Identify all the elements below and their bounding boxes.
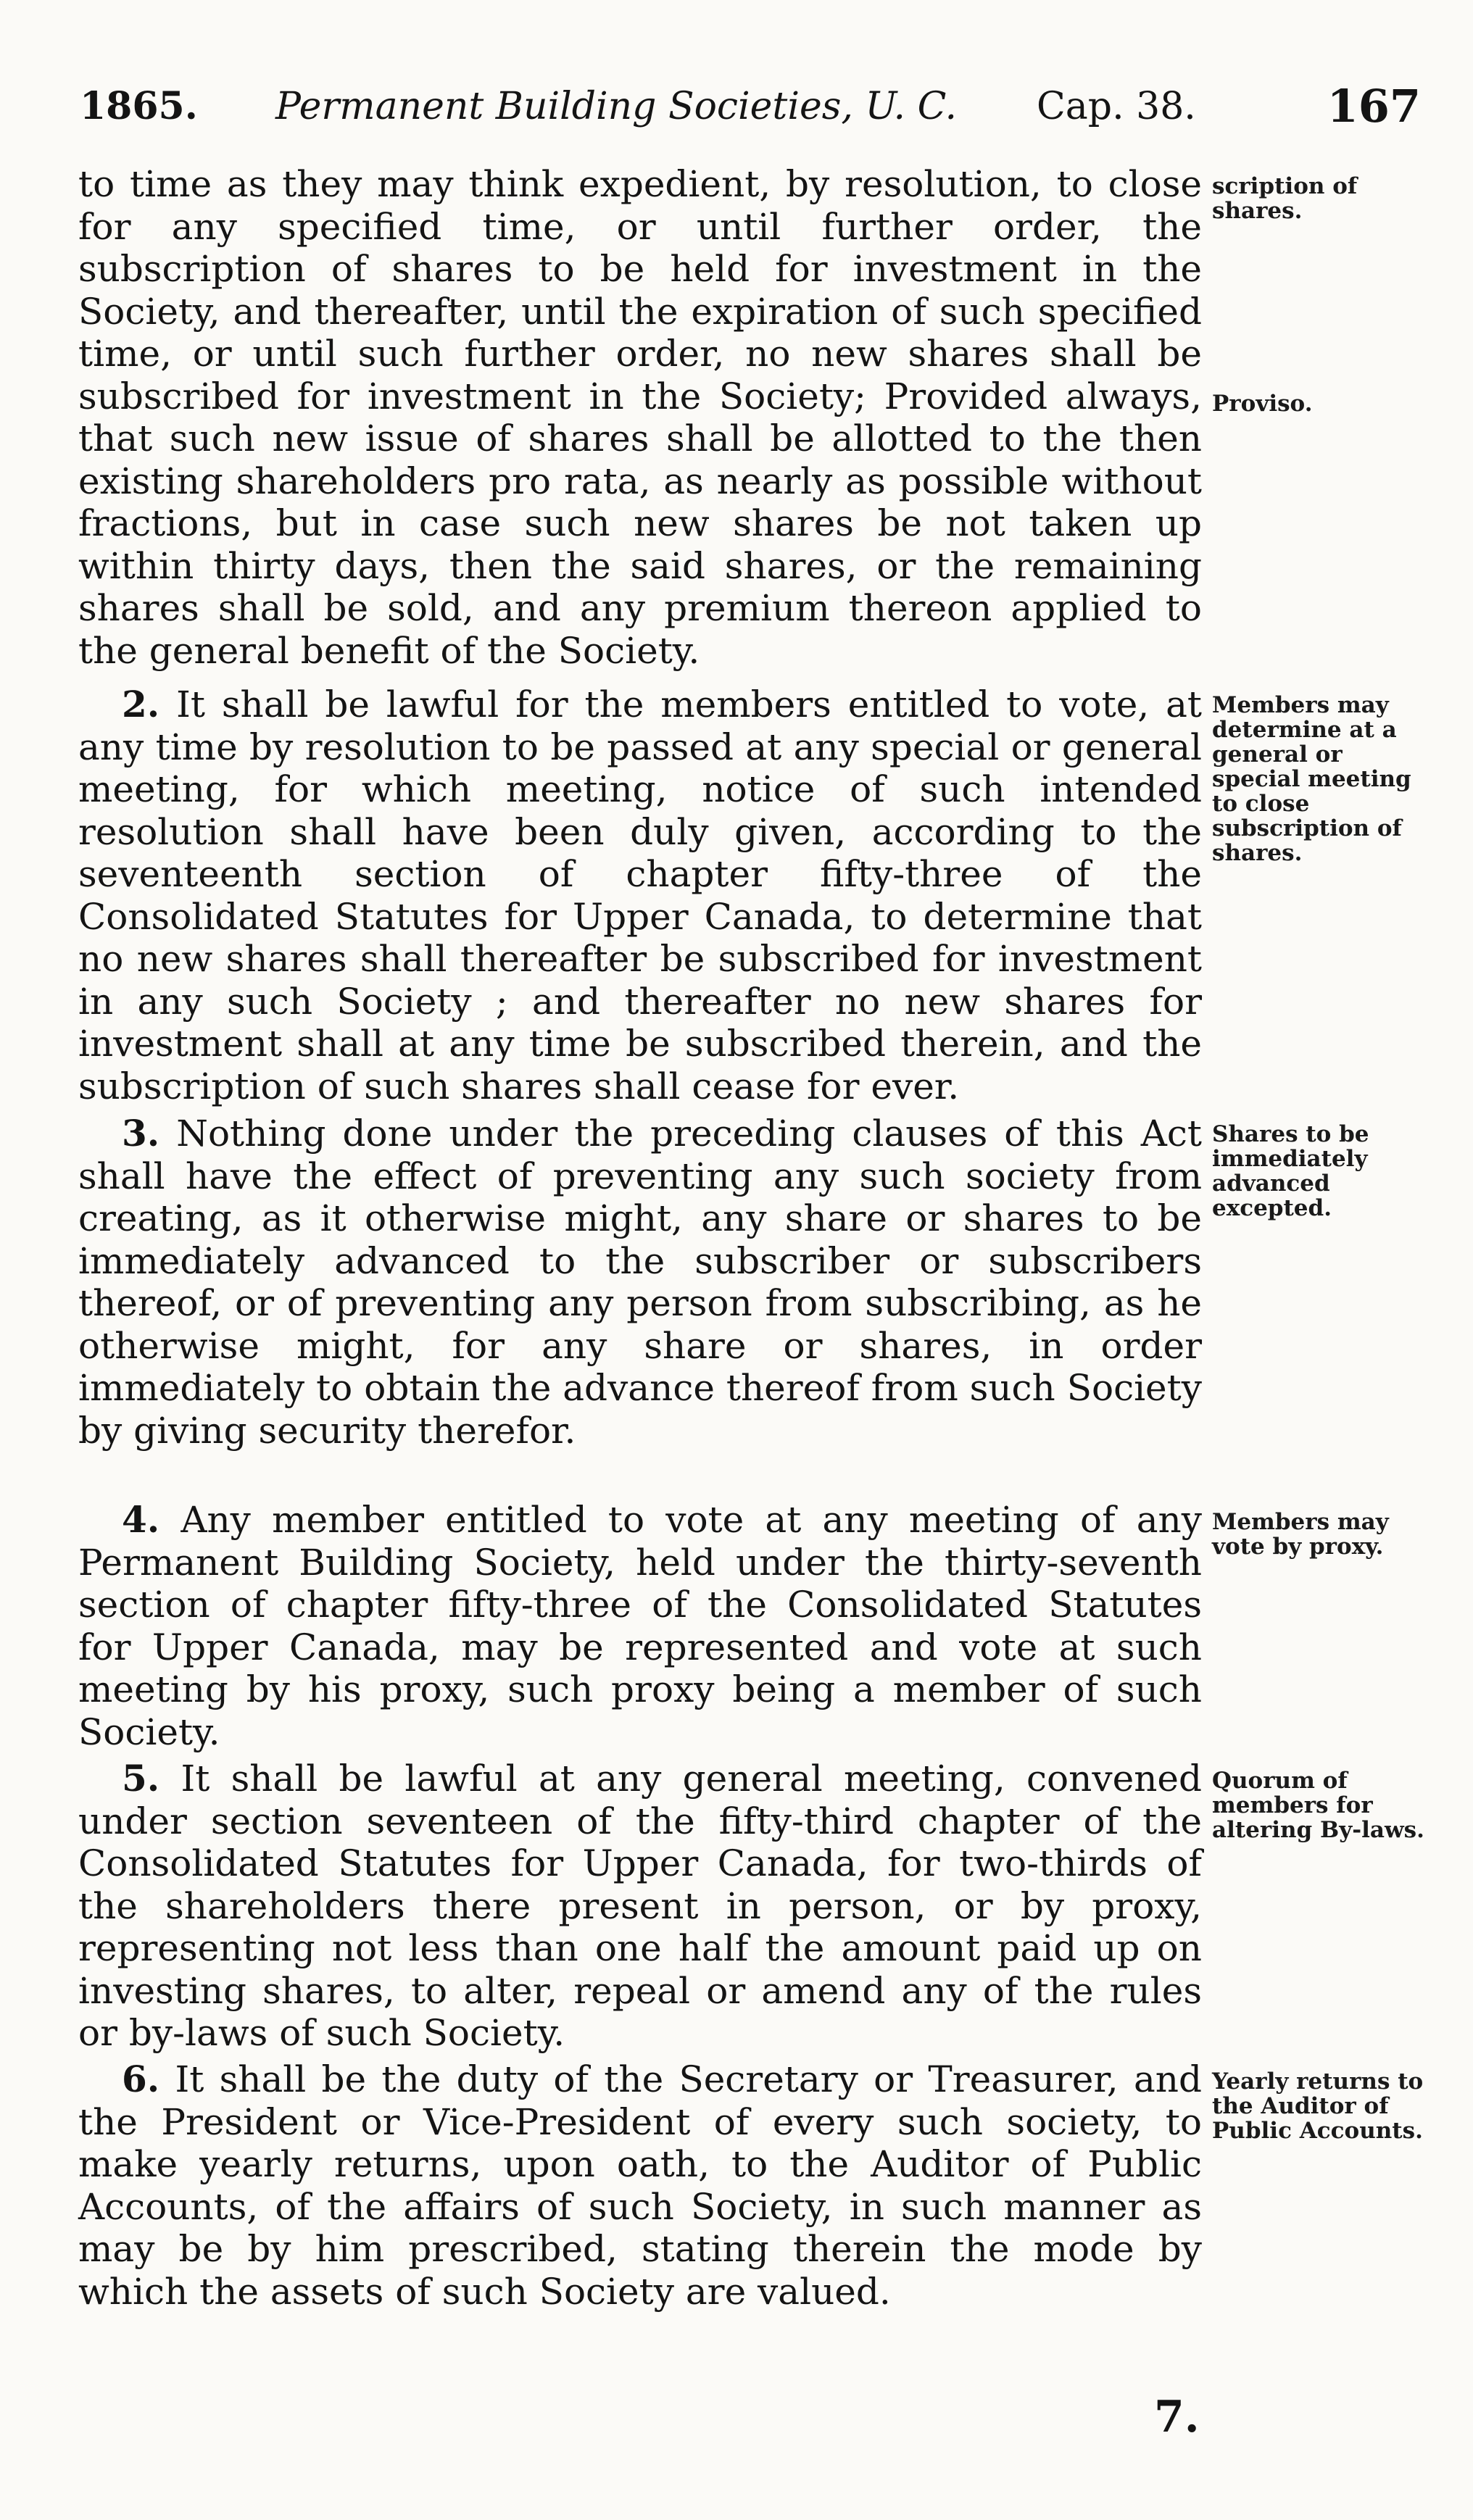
paragraph-text: It shall be lawful for the members entitled to vote, at any time by resolution to be passed at any special or general meeting, for which meeting, notice of such intended resolution shall have been duly given, according to the seventeenth section of chapter fifty-three of the Consolidated Statutes for Upper Canada, to determine that no new shares shall thereafter be subscribed for investment in any such Society ; and thereafter no new shares for investment shall at any time be subscribed therein, and the subscription of such shares shall cease for ever.: [78, 683, 1202, 1107]
section-6: [78, 2058, 1202, 2313]
section-2: [78, 683, 1202, 1107]
running-header: [80, 81, 1421, 132]
paragraph-text: to time as they may think expedient, by resolution, to close for any specified time, or until further order, the subscription of shares to be held for investment in the Society, and thereafter, until the expiration of such specified time, or until such further order, no new shares shall be subscribed for investment in the Society; Provided always, that such new issue of shares shall be allotted to the then existing shareholders pro rata, as nearly as possible without fractions, but in case such new shares be not taken up within thirty days, then the said shares, or the remaining shares shall be sold, and any premium thereon applied to the general benefit of the Society.: [78, 163, 1202, 672]
side-note: Yearly returns to the Auditor of Public Accounts.: [1212, 2068, 1424, 2144]
header-chapter: Cap. 38.: [1037, 85, 1196, 128]
paragraph-text: Nothing done under the preceding clauses of this Act shall have the effect of preventing any such society from creating, as it otherwise might, any share or shares to be immediately advanced to the subscriber or subscribers thereof, or of preventing any person from subscribing, as he otherwise might, for any share or shares, in order immediately to obtain the advance thereof from such Society by giving security therefor.: [78, 1113, 1202, 1452]
paragraph-text: It shall be the duty of the Secretary or Treasurer, and the President or Vice-President of every such society, to make yearly returns, upon oath, to the Auditor of Public Accounts, of the affairs of such Society, in such manner as may be by him prescribed, stating therein the mode by which the assets of such Society are valued.: [78, 2058, 1202, 2313]
section-5: [78, 1758, 1202, 2055]
catchword: 7.: [1154, 2392, 1200, 2442]
side-note: Members may vote by proxy.: [1212, 1509, 1389, 1560]
header-title: Permanent Building Societies, U. C.: [275, 85, 958, 128]
section-number: 5.: [122, 1757, 160, 1800]
section-number: 3.: [122, 1112, 160, 1155]
section-3: [78, 1113, 1202, 1452]
section-number: 6.: [122, 2058, 160, 2100]
side-note: scription of shares.: [1212, 173, 1358, 224]
header-year: 1865.: [80, 84, 198, 128]
page-number: 167: [1327, 80, 1421, 133]
side-note: Proviso.: [1212, 391, 1313, 417]
side-note: Shares to be immediately advanced excepted.: [1212, 1121, 1369, 1221]
section-4: [78, 1499, 1202, 1753]
section-number: 4.: [122, 1498, 160, 1541]
paragraph-text: It shall be lawful at any general meeting, convened under section seventeen of the fifty-third chapter of the Consolidated Statutes for Upper Canada, for two-thirds of the shareholders there present in person, or by proxy, representing not less than one half the amount paid up on investing shares, to alter, repeal or amend any of the rules or by-laws of such Society.: [78, 1758, 1202, 2054]
paragraph-text: Any member entitled to vote at any meeting of any Permanent Building Society, held under the thirty-seventh section of chapter fifty-three of the Consolidated Statutes for Upper Canada, may be represented and vote at such meeting by his proxy, such proxy being a member of such Society.: [78, 1499, 1202, 1753]
side-note: Quorum of members for altering By-laws.: [1212, 1768, 1424, 1843]
section-number: 2.: [122, 683, 160, 725]
paragraph-continued: [78, 163, 1202, 672]
side-note: Members may determine at a general or special meeting to close subscription of shares.: [1212, 692, 1411, 866]
